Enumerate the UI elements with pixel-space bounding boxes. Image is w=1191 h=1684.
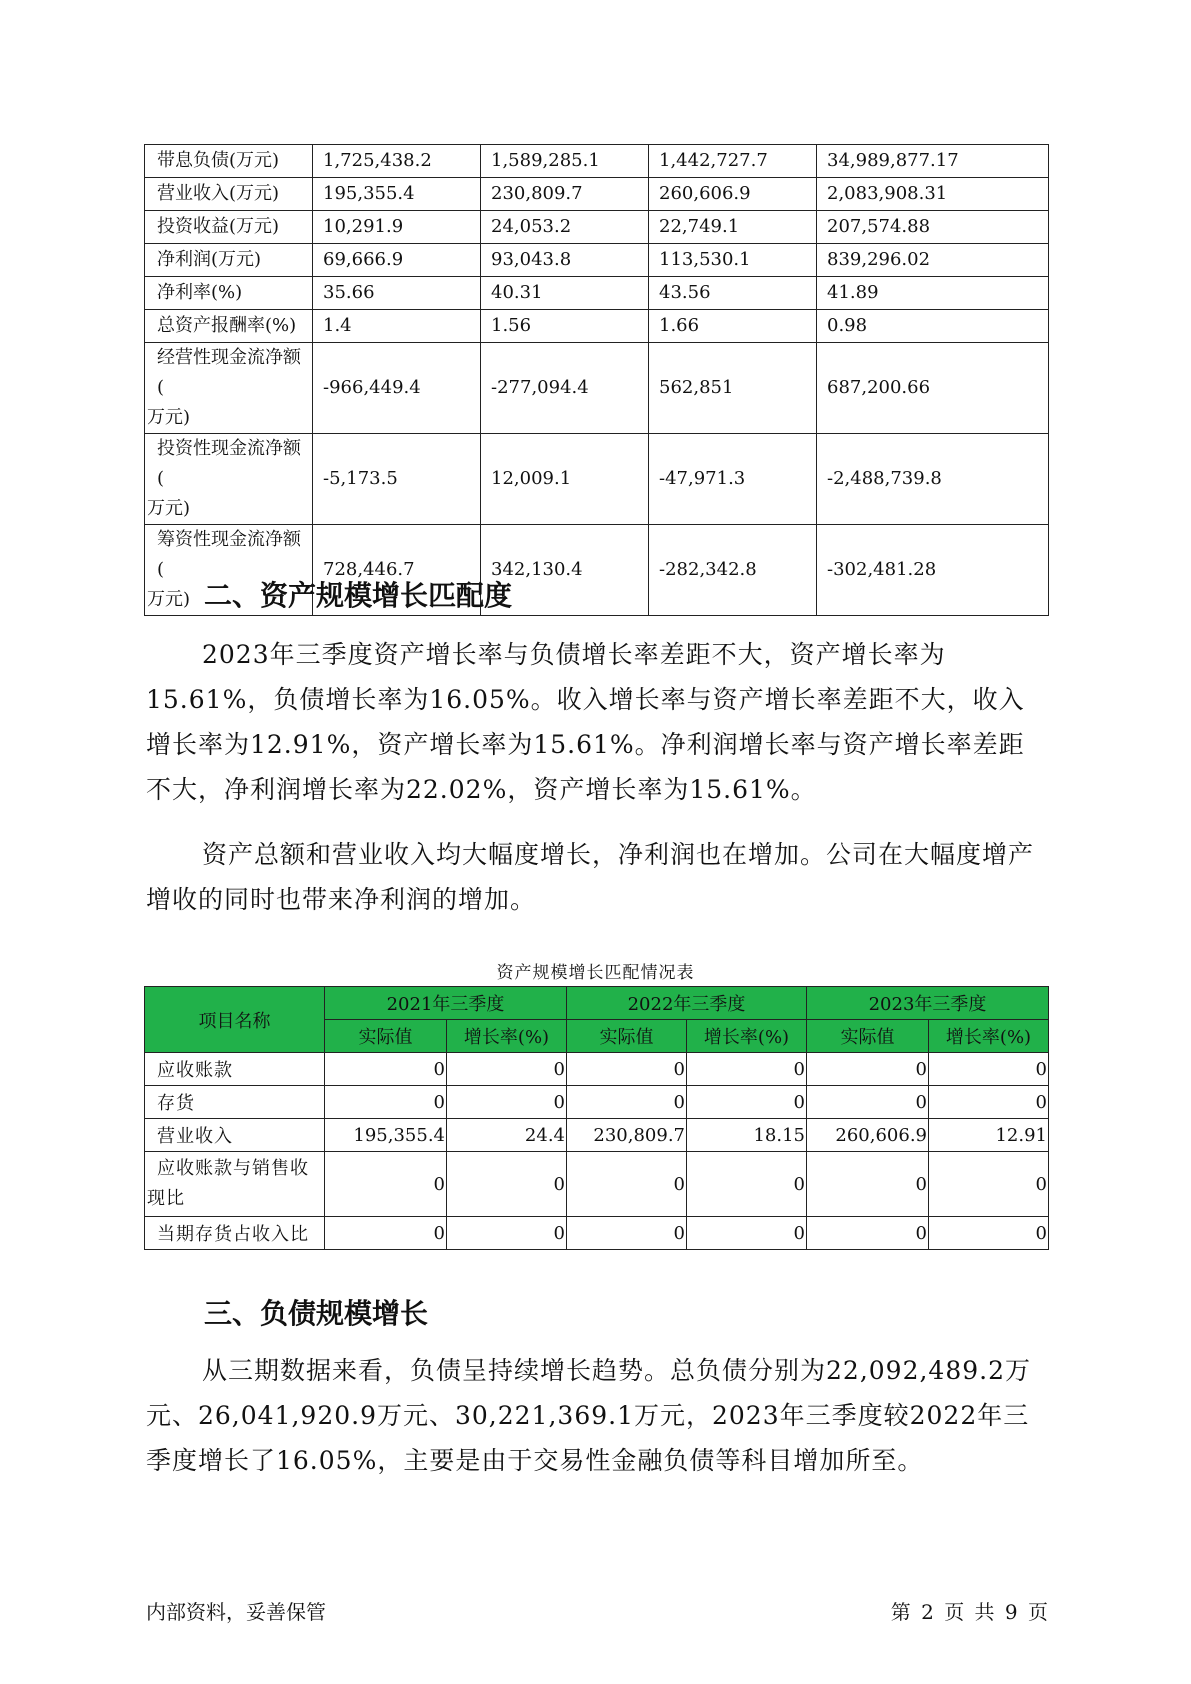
cell-value: 342,130.4 (481, 525, 649, 616)
cell-value: 2,083,908.31 (817, 178, 1049, 211)
cell-value: 0 (807, 1217, 929, 1250)
row-label-line2: 万元) (147, 498, 191, 519)
row-label-line2: 现比 (147, 1188, 185, 1209)
cell-value: 0 (325, 1152, 447, 1217)
row-label-line1: 筹资性现金流净额( (157, 529, 301, 580)
financial-summary-table (144, 144, 1049, 616)
header-growth: 增长率(%) (447, 1020, 567, 1053)
cell-value: -966,449.4 (313, 343, 481, 434)
header-period: 2022年三季度 (567, 987, 807, 1020)
cell-value: -277,094.4 (481, 343, 649, 434)
row-label (145, 343, 313, 434)
row-label-line2: 万元) (147, 407, 191, 428)
table-row (145, 1217, 1049, 1250)
cell-value: 1.4 (313, 310, 481, 343)
cell-value: 0 (325, 1217, 447, 1250)
row-label-line1: 投资性现金流净额( (157, 438, 301, 489)
cell-value: 41.89 (817, 277, 1049, 310)
cell-value: 0 (687, 1217, 807, 1250)
table-row (145, 178, 1049, 211)
cell-value: 728,446.7 (313, 525, 481, 616)
cell-value: 0 (325, 1086, 447, 1119)
table-row (145, 1086, 1049, 1119)
body-paragraph: 从三期数据来看，负债呈持续增长趋势。总负债分别为22,092,489.2万元、26,041,920.9万元、30,221,369.1万元，2023年三季度较2022年三季度增长了16.05%，主要是由于交易性金融负债等科目增加所至。 (146, 1356, 1031, 1475)
table-row (145, 211, 1049, 244)
cell-value: 0 (807, 1053, 929, 1086)
cell-value: 230,809.7 (481, 178, 649, 211)
cell-value: 0 (567, 1053, 687, 1086)
cell-value: 0 (447, 1217, 567, 1250)
table-row (145, 1152, 1049, 1217)
cell-value: 35.66 (313, 277, 481, 310)
table-row (145, 244, 1049, 277)
page-number: 第 2 页 共 9 页 (890, 1600, 1048, 1624)
cell-value: -282,342.8 (649, 525, 817, 616)
header-row (145, 987, 1049, 1020)
header-actual: 实际值 (325, 1020, 447, 1053)
section-heading: 三、负债规模增长 (204, 1297, 429, 1330)
cell-value: -5,173.5 (313, 434, 481, 525)
cell-value: 0 (929, 1086, 1049, 1119)
cell-value: 195,355.4 (325, 1119, 447, 1152)
table-row (145, 277, 1049, 310)
cell-value: 207,574.88 (817, 211, 1049, 244)
cell-value: 10,291.9 (313, 211, 481, 244)
cell-value: 0 (687, 1152, 807, 1217)
cell-value: 24,053.2 (481, 211, 649, 244)
cell-value: 0 (567, 1086, 687, 1119)
cell-value: 1,442,727.7 (649, 145, 817, 178)
cell-value: 0 (447, 1086, 567, 1119)
cell-value: 230,809.7 (567, 1119, 687, 1152)
cell-value: 43.56 (649, 277, 817, 310)
cell-value: 0 (567, 1217, 687, 1250)
row-label-line1: 经营性现金流净额( (157, 347, 301, 398)
header-growth: 增长率(%) (687, 1020, 807, 1053)
cell-value: -47,971.3 (649, 434, 817, 525)
header-period: 2023年三季度 (807, 987, 1049, 1020)
row-label: 投资收益(万元) (145, 211, 313, 244)
row-label: 营业收入 (145, 1119, 325, 1152)
cell-value: 1.56 (481, 310, 649, 343)
table-row (145, 1053, 1049, 1086)
cell-value: 1,589,285.1 (481, 145, 649, 178)
row-label: 净利润(万元) (145, 244, 313, 277)
cell-value: 113,530.1 (649, 244, 817, 277)
cell-value: 0 (567, 1152, 687, 1217)
cell-value: -302,481.28 (817, 525, 1049, 616)
body-paragraph: 2023年三季度资产增长率与负债增长率差距不大，资产增长率为15.61%，负债增长率为16.05%。收入增长率与资产增长率差距不大，收入增长率为12.91%，资产增长率为15.61%。净利润增长率与资产增长率差距不大，净利润增长率为22.02%，资产增长率为15.61%。 (146, 640, 1025, 804)
cell-value: 34,989,877.17 (817, 145, 1049, 178)
cell-value: 22,749.1 (649, 211, 817, 244)
cell-value: 0 (929, 1217, 1049, 1250)
header-actual: 实际值 (807, 1020, 929, 1053)
row-label-line2: 万元) (147, 589, 191, 610)
table-row (145, 310, 1049, 343)
cell-value: 195,355.4 (313, 178, 481, 211)
cell-value: 0.98 (817, 310, 1049, 343)
cell-value: -2,488,739.8 (817, 434, 1049, 525)
row-label: 带息负债(万元) (145, 145, 313, 178)
row-label: 当期存货占收入比 (145, 1217, 325, 1250)
cell-value: 40.31 (481, 277, 649, 310)
cell-value: 0 (687, 1053, 807, 1086)
cell-value: 24.4 (447, 1119, 567, 1152)
row-label: 存货 (145, 1086, 325, 1119)
cell-value: 687,200.66 (817, 343, 1049, 434)
footer-confidential-note: 内部资料，妥善保管 (146, 1600, 326, 1624)
asset-growth-match-table (144, 986, 1049, 1250)
table-row (145, 1119, 1049, 1152)
row-label: 应收账款 (145, 1053, 325, 1086)
header-item-name: 项目名称 (145, 987, 325, 1053)
cell-value: 260,606.9 (807, 1119, 929, 1152)
header-actual: 实际值 (567, 1020, 687, 1053)
row-label: 总资产报酬率(%) (145, 310, 313, 343)
cell-value: 0 (929, 1053, 1049, 1086)
row-label: 净利率(%) (145, 277, 313, 310)
row-label (145, 1152, 325, 1217)
cell-value: 260,606.9 (649, 178, 817, 211)
body-paragraph: 资产总额和营业收入均大幅度增长，净利润也在增加。公司在大幅度增产增收的同时也带来净利润的增加。 (146, 840, 1035, 914)
cell-value: 0 (929, 1152, 1049, 1217)
cell-value: 12,009.1 (481, 434, 649, 525)
row-label: 营业收入(万元) (145, 178, 313, 211)
cell-value: 93,043.8 (481, 244, 649, 277)
header-growth: 增长率(%) (929, 1020, 1049, 1053)
table-row (145, 145, 1049, 178)
cell-value: 18.15 (687, 1119, 807, 1152)
table-row (145, 434, 1049, 525)
cell-value: 0 (447, 1053, 567, 1086)
table-row (145, 343, 1049, 434)
cell-value: 1.66 (649, 310, 817, 343)
cell-value: 839,296.02 (817, 244, 1049, 277)
cell-value: 12.91 (929, 1119, 1049, 1152)
cell-value: 562,851 (649, 343, 817, 434)
cell-value: 1,725,438.2 (313, 145, 481, 178)
cell-value: 0 (325, 1053, 447, 1086)
cell-value: 0 (687, 1086, 807, 1119)
row-label-line1: 应收账款与销售收 (157, 1158, 309, 1179)
table-caption: 资产规模增长匹配情况表 (496, 963, 695, 983)
cell-value: 69,666.9 (313, 244, 481, 277)
header-period: 2021年三季度 (325, 987, 567, 1020)
cell-value: 0 (807, 1152, 929, 1217)
cell-value: 0 (807, 1086, 929, 1119)
row-label (145, 434, 313, 525)
cell-value: 0 (447, 1152, 567, 1217)
section-heading: 二、资产规模增长匹配度 (204, 579, 513, 612)
